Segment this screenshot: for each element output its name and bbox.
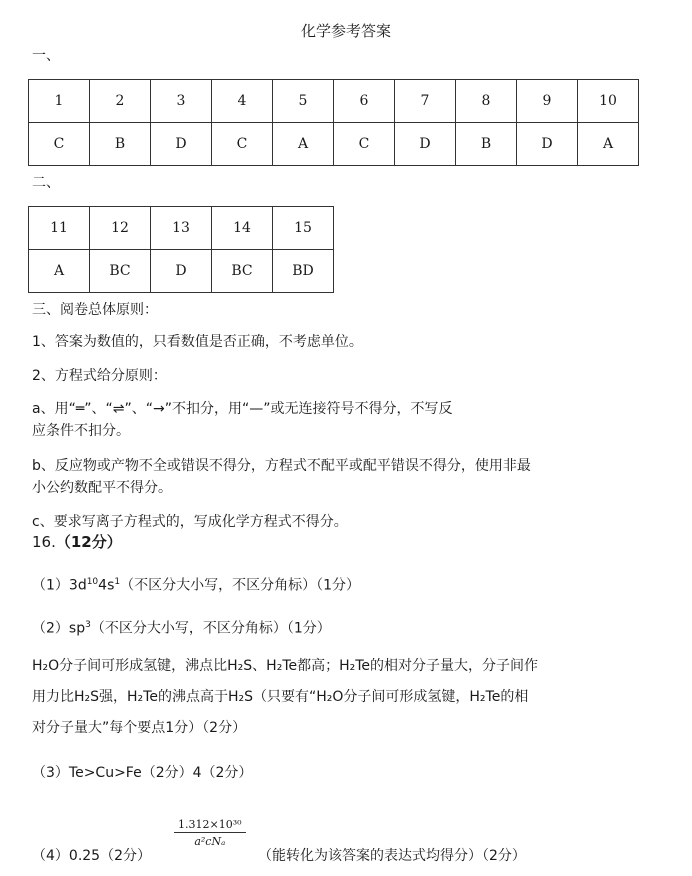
superscript: 3 — [85, 620, 91, 630]
answer-16-para-line2: 用力比H₂S强，H₂Te的沸点高于H₂S（只要有“H₂O分子间可形成氢键，H₂Te的相 — [32, 689, 529, 705]
table-row — [29, 80, 639, 123]
rule-c: c、要求写离子方程式的，写成化学方程式不得分。 — [32, 514, 348, 530]
answer-16-4-suffix: （能转化为该答案的表达式均得分）（2分） — [258, 848, 526, 864]
table-cell: D — [151, 250, 212, 293]
table-cell: 2 — [90, 80, 151, 123]
table-row — [29, 250, 334, 293]
table-cell: BD — [273, 250, 334, 293]
table-cell: 6 — [334, 80, 395, 123]
rule-a-line2: 应条件不扣分。 — [32, 423, 130, 439]
rule-b-line1: b、反应物或产物不全或错误不得分，方程式不配平或配平错误不得分，使用非最 — [32, 458, 531, 474]
fraction-denominator: a²cNₐ — [194, 835, 226, 848]
section-2-label: 二、 — [32, 175, 60, 191]
section-3-label: 三、阅卷总体原则： — [32, 302, 158, 318]
table-cell: BC — [212, 250, 273, 293]
section-1-label: 一、 — [32, 48, 60, 64]
page-title: 化学参考答案 — [300, 22, 391, 40]
answer-16-2 — [32, 614, 331, 640]
table-cell: C — [212, 123, 273, 166]
table-cell: BC — [90, 250, 151, 293]
answer-16-3: （3）Te>Cu>Fe（2分）4（2分） — [32, 765, 253, 781]
table-cell: 15 — [273, 207, 334, 250]
fraction-numerator: 1.312×10³⁰ — [174, 818, 246, 833]
table-cell: 8 — [456, 80, 517, 123]
table-cell: 13 — [151, 207, 212, 250]
answer-table-2 — [28, 206, 334, 293]
table-cell: 3 — [151, 80, 212, 123]
table-cell: D — [395, 123, 456, 166]
rule-2: 2、方程式给分原则： — [32, 368, 167, 384]
table-cell: B — [456, 123, 517, 166]
table-cell: D — [151, 123, 212, 166]
question-number: 16. — [32, 533, 56, 551]
answer-text: （2）sp — [32, 620, 86, 637]
fraction-expression — [174, 818, 246, 848]
rule-1: 1、答案为数值的，只看数值是否正确，不考虑单位。 — [32, 334, 363, 350]
table-cell: A — [29, 250, 90, 293]
table-cell: A — [578, 123, 639, 166]
table-cell: 5 — [273, 80, 334, 123]
question-score: （12分） — [55, 533, 122, 551]
rule-b-line2: 小公约数配平不得分。 — [32, 480, 172, 496]
superscript: 1 — [114, 577, 121, 587]
superscript: 10 — [86, 577, 99, 587]
table-cell: 4 — [212, 80, 273, 123]
answer-16-para-line3: 对分子量大”每个要点1分）（2分） — [32, 720, 247, 736]
table-cell: A — [273, 123, 334, 166]
table-cell: 11 — [29, 207, 90, 250]
table-cell: 10 — [578, 80, 639, 123]
table-cell: C — [29, 123, 90, 166]
rule-a-line1: a、用“═”、“⇌”、“→”不扣分，用“—”或无连接符号不得分，不写反 — [32, 401, 453, 417]
answer-table-1 — [28, 79, 639, 166]
table-cell: 9 — [517, 80, 578, 123]
table-cell: 14 — [212, 207, 273, 250]
answer-text: （不区分大小写，不区分角标）（1分） — [120, 577, 360, 594]
answer-text: （1）3d — [32, 577, 87, 594]
table-row — [29, 123, 639, 166]
table-cell: 12 — [90, 207, 151, 250]
answer-16-para-line1: H₂O分子间可形成氢键，沸点比H₂S、H₂Te都高；H₂Te的相对分子量大，分子间作 — [32, 658, 539, 674]
answer-text: （不区分大小写，不区分角标）（1分） — [90, 620, 331, 637]
table-cell: C — [334, 123, 395, 166]
table-cell: D — [517, 123, 578, 166]
question-16-header — [32, 531, 122, 553]
answer-16-1 — [32, 571, 360, 597]
table-cell: 1 — [29, 80, 90, 123]
answer-text: 4s — [98, 577, 115, 594]
table-cell: 7 — [395, 80, 456, 123]
table-row — [29, 207, 334, 250]
answer-16-4-prefix: （4）0.25（2分） — [32, 848, 151, 864]
table-cell: B — [90, 123, 151, 166]
